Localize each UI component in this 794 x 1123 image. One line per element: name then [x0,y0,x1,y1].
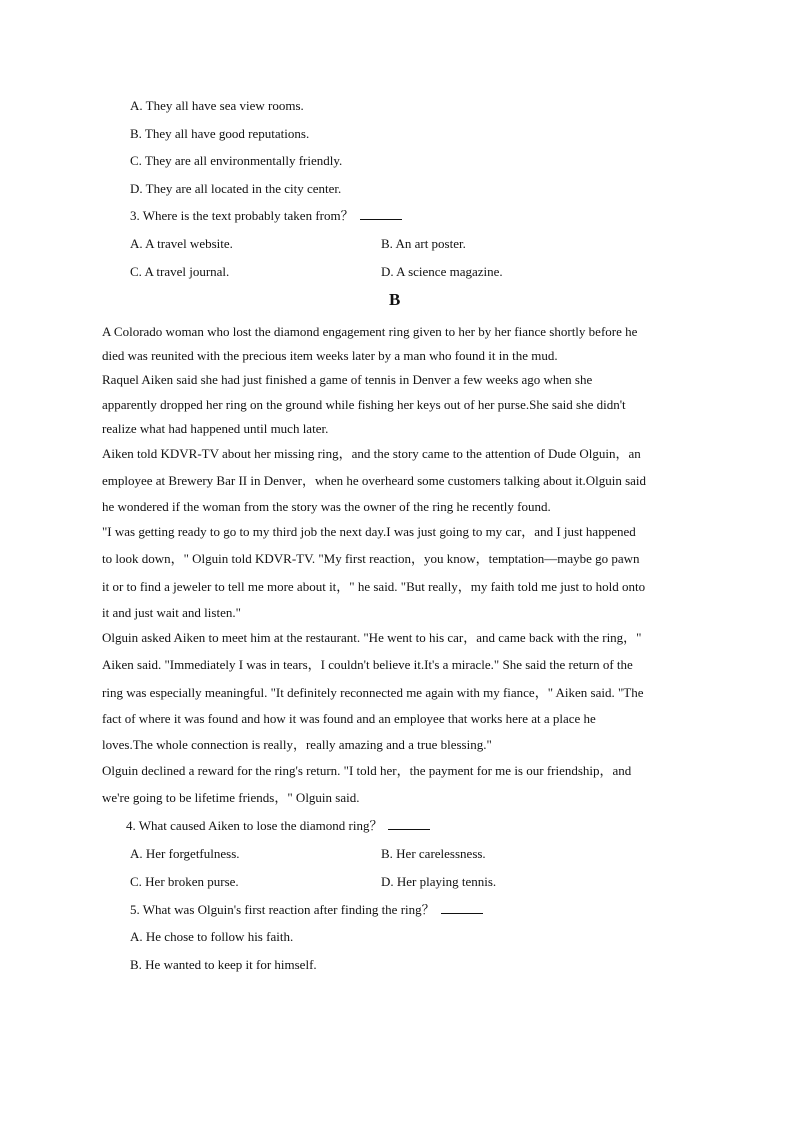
q2-option-c: C. They are all environmentally friendly. [130,153,343,168]
section-title: B [389,290,401,309]
passage-line: loves.The whole connection is really，really amazing and a true blessing." [102,737,492,752]
passage-line: "I was getting ready to go to my third job the next day.I was just going to my car，and I just happened [102,524,636,539]
passage-line: fact of where it was found and how it was found and an employee that works here at a place he [102,711,596,726]
passage-line: realize what had happened until much later. [102,421,329,436]
q3-answer-blank[interactable] [360,208,402,220]
q5-option-b: B. He wanted to keep it for himself. [130,957,317,972]
q3-stem [130,208,402,224]
passage-line: he wondered if the woman from the story was the owner of the ring he recently found. [102,499,551,514]
q3-option-d: D. A science magazine. [381,264,503,279]
passage-line: employee at Brewery Bar II in Denver，when he overheard some customers talking about it.Olguin said [102,473,647,488]
q4-stem-text: 4. What caused Aiken to lose the diamond ring？ [126,818,383,833]
q4-stem [126,818,430,834]
passage-line: apparently dropped her ring on the ground while fishing her keys out of her purse.She said she didn't [102,397,626,412]
q4-option-d: D. Her playing tennis. [381,874,497,889]
passage-line: Olguin declined a reward for the ring's return. "I told her，the payment for me is our friendship，and [102,763,632,778]
q4-option-a: A. Her forgetfulness. [130,846,240,861]
passage-line: it or to find a jeweler to tell me more about it，" he said. "But really，my faith told me just to hold onto [102,579,646,594]
passage-line: died was reunited with the precious item weeks later by a man who found it in the mud. [102,348,558,363]
passage-line: A Colorado woman who lost the diamond engagement ring given to her by her fiance shortly before he [102,324,638,339]
q3-stem-text: 3. Where is the text probably taken from？ [130,208,354,223]
passage-line: Olguin asked Aiken to meet him at the restaurant. "He went to his car，and came back with the ring，" [102,630,642,645]
q2-option-d: D. They are all located in the city center. [130,181,342,196]
q3-option-b: B. An art poster. [381,236,466,251]
q5-stem-text: 5. What was Olguin's first reaction after finding the ring？ [130,902,435,917]
q5-stem [130,902,483,918]
q3-option-c: C. A travel journal. [130,264,230,279]
passage-line: to look down，" Olguin told KDVR-TV. "My first reaction，you know，temptation—maybe go pawn [102,551,640,566]
q5-answer-blank[interactable] [441,902,483,914]
passage-line: it and just wait and listen." [102,605,241,620]
passage-line: Aiken said. "Immediately I was in tears，I couldn't believe it.It's a miracle." She said the return of the [102,657,633,672]
q4-option-b: B. Her carelessness. [381,846,486,861]
q3-option-a: A. A travel website. [130,236,233,251]
q4-option-c: C. Her broken purse. [130,874,239,889]
q5-option-a: A. He chose to follow his faith. [130,929,294,944]
q2-option-a: A. They all have sea view rooms. [130,98,304,113]
passage-line: Raquel Aiken said she had just finished a game of tennis in Denver a few weeks ago when she [102,372,593,387]
passage-line: ring was especially meaningful. "It definitely reconnected me again with my fiance，" Aiken said. "The [102,685,644,700]
passage-line: we're going to be lifetime friends，" Olguin said. [102,790,360,805]
q2-option-b: B. They all have good reputations. [130,126,310,141]
q4-answer-blank[interactable] [388,818,430,830]
passage-line: Aiken told KDVR-TV about her missing ring，and the story came to the attention of Dude Olguin，an [102,446,641,461]
